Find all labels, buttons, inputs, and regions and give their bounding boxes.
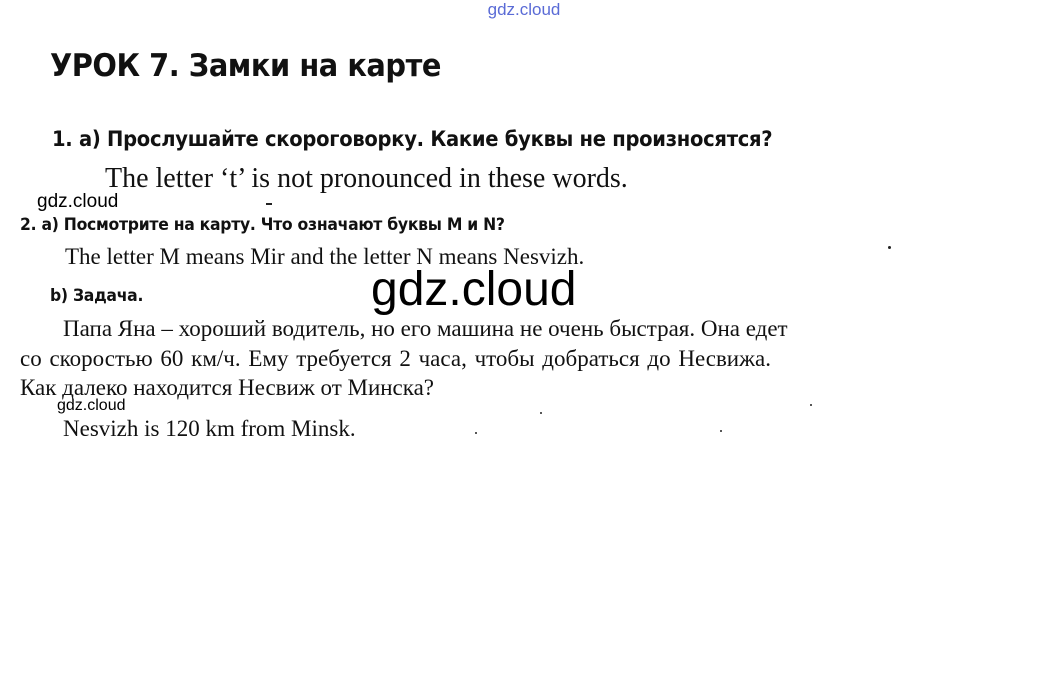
scan-speck — [888, 246, 891, 249]
task-2b-problem-line-1: Папа Яна – хороший водитель, но его машина не очень быстрая. Она едет — [63, 316, 788, 341]
watermark-left-1: gdz.cloud — [37, 191, 119, 212]
scan-speck — [266, 203, 272, 205]
task-1-answer: The letter ‘t’ is not pronounced in these words. — [105, 163, 628, 194]
scan-speck — [475, 432, 477, 434]
watermark-top: gdz.cloud — [487, 0, 561, 19]
task-2b-answer: Nesvizh is 120 km from Minsk. — [63, 416, 356, 441]
task-2b-label: b) Задача. — [50, 286, 144, 306]
lesson-title: УРОК 7. Замки на карте — [50, 48, 441, 84]
watermark-left-2: gdz.cloud — [57, 397, 126, 414]
task-1-question: 1. а) Прослушайте скороговорку. Какие буквы не произносятся? — [52, 127, 773, 151]
watermark-center: gdz.cloud — [371, 263, 577, 316]
task-2-answer: The letter M means Mir and the letter N means Nesvizh. — [65, 244, 585, 269]
scan-speck — [720, 430, 722, 432]
scan-speck — [540, 412, 542, 414]
task-2b-problem-line-3: Как далеко находится Несвиж от Минска? — [20, 375, 435, 400]
task-2b-problem-line-2: со скоростью 60 км/ч. Ему требуется 2 часа, чтобы добраться до Несвижа. — [20, 346, 771, 371]
task-2-question: 2. а) Посмотрите на карту. Что означают буквы M и N? — [20, 215, 505, 235]
scan-speck — [810, 404, 812, 406]
